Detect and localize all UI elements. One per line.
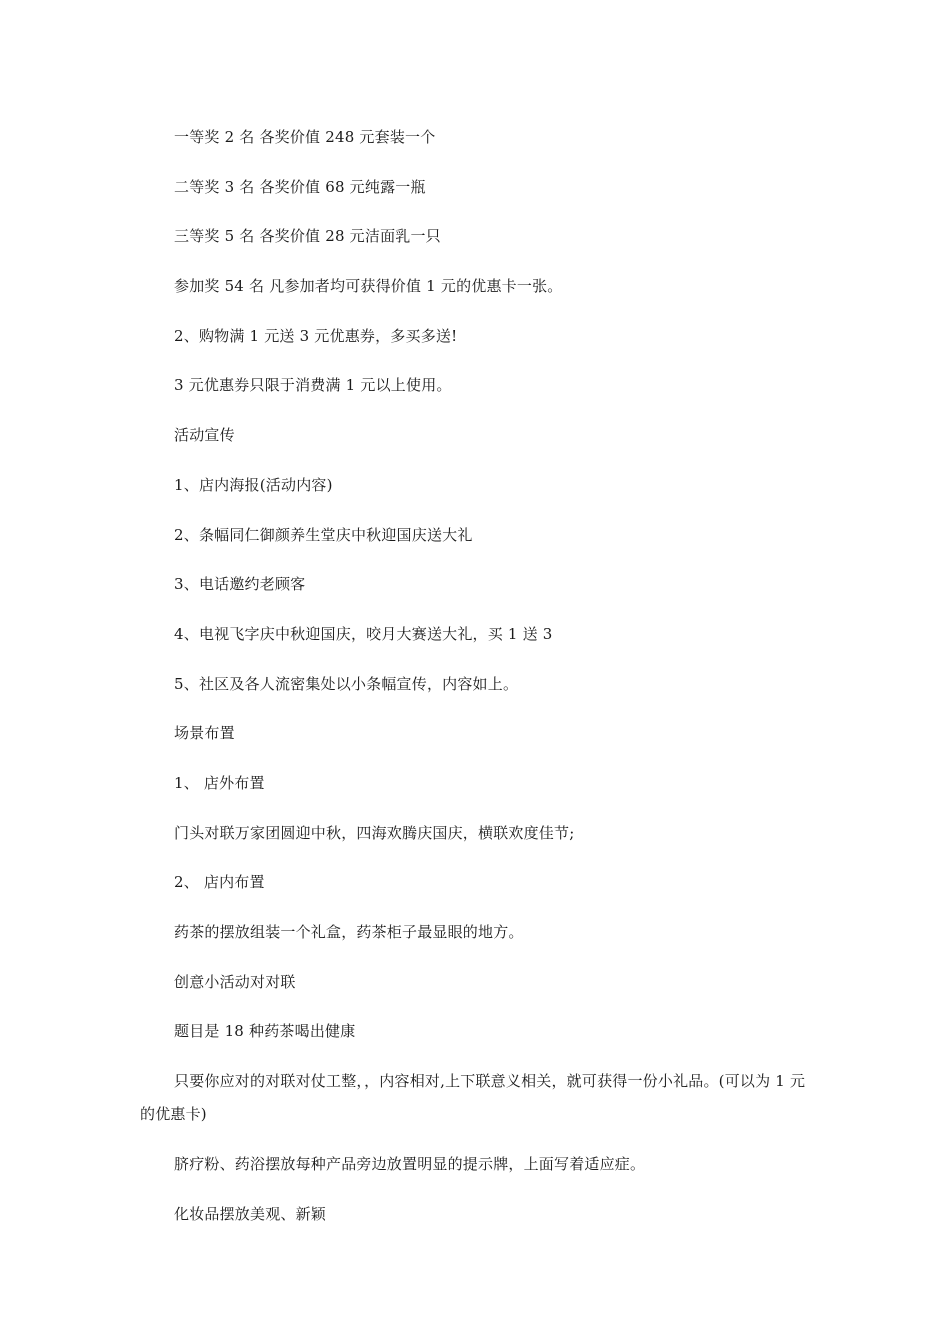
paragraph-first-prize: 一等奖 2 名 各奖价值 248 元套装一个: [174, 128, 436, 146]
paragraph-third-prize: 三等奖 5 名 各奖价值 28 元洁面乳一只: [174, 227, 441, 246]
paragraph-promotion-4: 4、电视飞字庆中秋迎国庆，咬月大赛送大礼，买 1 送 3: [174, 624, 553, 643]
paragraph-indoor-layout: 2、 店内布置: [174, 873, 265, 892]
paragraph-participation-prize: 参加奖 54 名 凡参加者均可获得价值 1 元的优惠卡一张。: [174, 277, 563, 296]
paragraph-second-prize: 二等奖 3 名 各奖价值 68 元纯露一瓶: [174, 177, 426, 196]
heading-scene-layout: 场景布置: [174, 724, 235, 743]
paragraph-outdoor-layout: 1、 店外布置: [174, 773, 265, 792]
paragraph-couplet-topic: 题目是 18 种药茶喝出健康: [174, 1022, 356, 1041]
document-body: [140, 121, 812, 1247]
paragraph-promotion-2: 2、条幅同仁御颜养生堂庆中秋迎国庆送大礼: [174, 525, 473, 544]
paragraph-couplet-rules: 只要你应对的对联对仗工整，，内容相对,上下联意义相关，就可获得一份小礼品。(可以为 1 元的优惠卡): [140, 1072, 806, 1124]
heading-couplet-activity: 创意小活动对对联: [174, 972, 296, 991]
paragraph-coupon-offer: 2、购物满 1 元送 3 元优惠券，多买多送!: [174, 326, 458, 345]
paragraph-promotion-5: 5、社区及各人流密集处以小条幅宣传，内容如上。: [174, 674, 519, 693]
paragraph-product-signs: 脐疗粉、药浴摆放每种产品旁边放置明显的提示牌，上面写着适应症。: [174, 1155, 646, 1174]
paragraph-promotion-1: 1、店内海报(活动内容): [174, 475, 333, 494]
paragraph-coupon-limit: 3 元优惠券只限于消费满 1 元以上使用。: [174, 376, 452, 395]
paragraph-couplet: 门头对联万家团圆迎中秋，四海欢腾庆国庆，横联欢度佳节;: [174, 823, 575, 842]
paragraph-tea-display: 药茶的摆放组装一个礼盒，药茶柜子最显眼的地方。: [174, 923, 524, 941]
heading-promotion: 活动宣传: [174, 426, 235, 445]
paragraph-cosmetics-display: 化妆品摆放美观、新颖: [174, 1204, 327, 1223]
paragraph-promotion-3: 3、电话邀约老顾客: [174, 575, 306, 594]
